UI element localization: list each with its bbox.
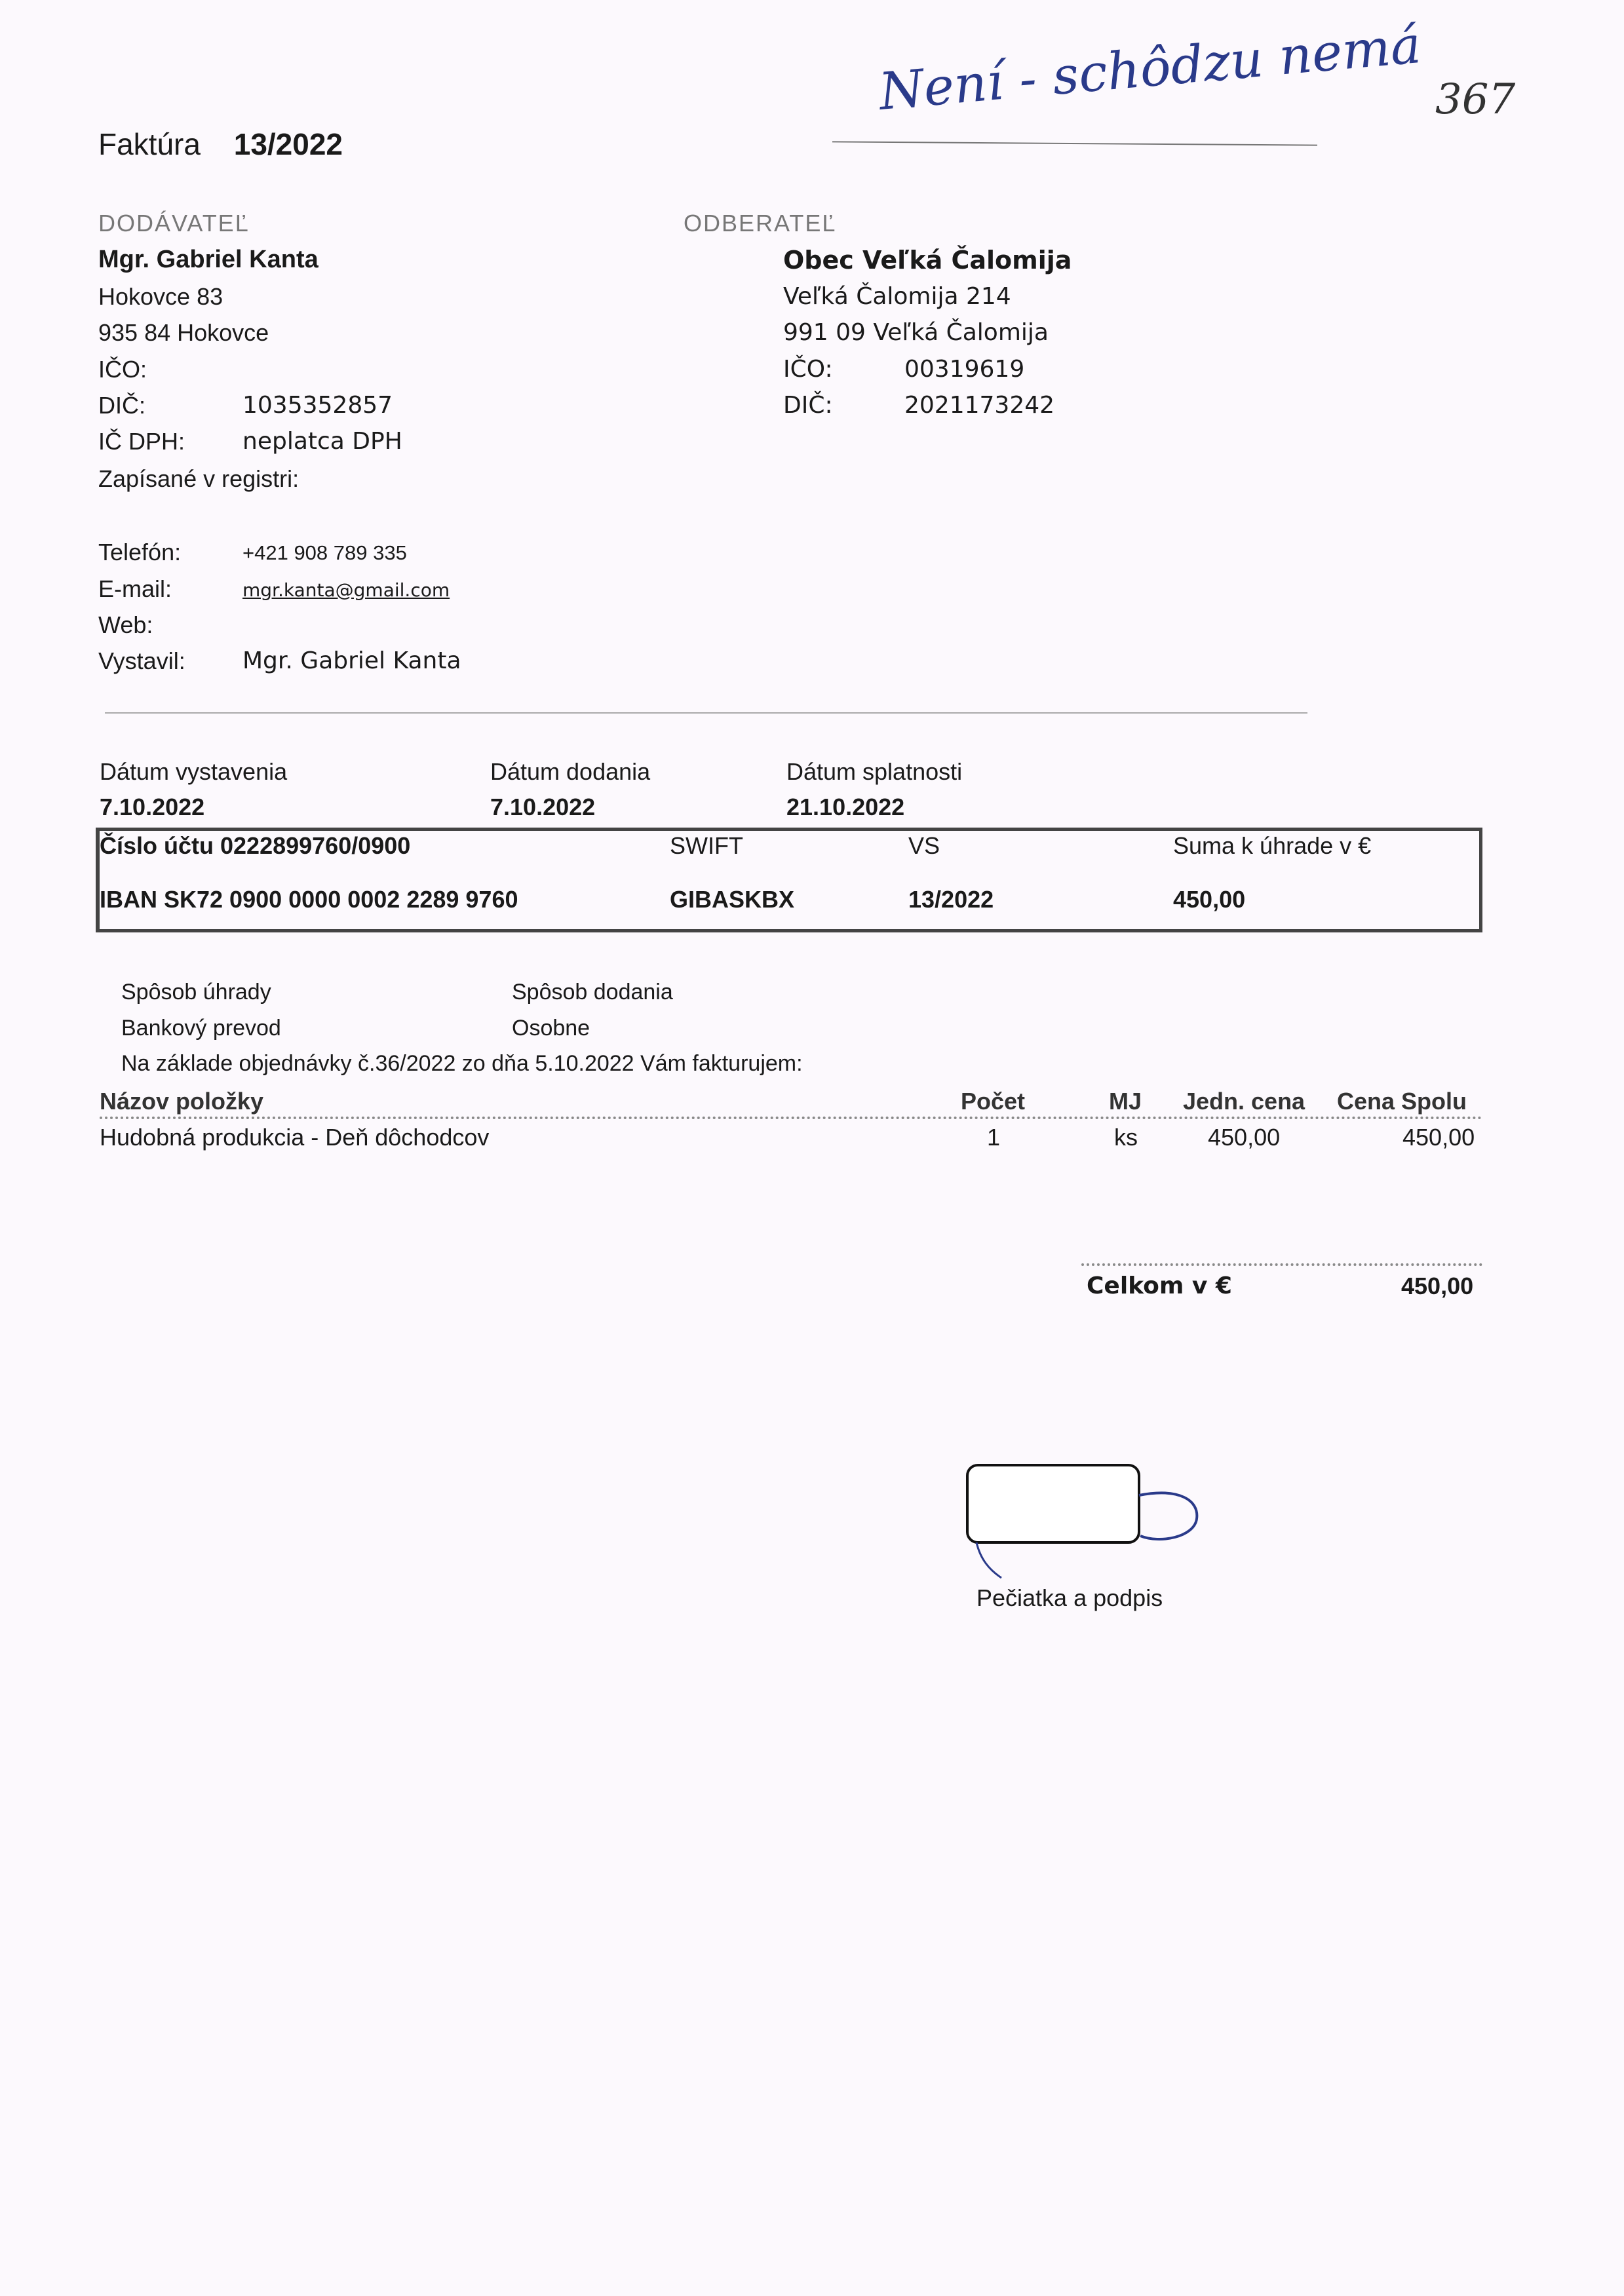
customer-ico-value: 00319619	[904, 356, 1025, 383]
row-unit: ks	[1114, 1124, 1138, 1151]
phone-value: +421 908 789 335	[242, 541, 407, 564]
payment-method-value: Bankový prevod	[121, 1016, 281, 1041]
supplier-icdph-label: IČ DPH:	[98, 428, 185, 455]
table-header-rule	[100, 1117, 1482, 1119]
row-total: 450,00	[1402, 1124, 1475, 1151]
totals-label: Celkom v €	[1087, 1272, 1232, 1299]
handwritten-number: 367	[1435, 75, 1516, 124]
handwritten-underline	[832, 141, 1317, 145]
totals-rule	[1081, 1263, 1482, 1266]
divider	[105, 712, 1307, 714]
redacted-stamp-shape	[963, 1461, 1212, 1592]
customer-name: Obec Veľká Čalomija	[783, 246, 1072, 275]
stamp-label: Pečiatka a podpis	[976, 1584, 1163, 1611]
col-header-unit-price: Jedn. cena	[1183, 1088, 1305, 1115]
totals-value: 450,00	[1401, 1272, 1474, 1299]
sum-value: 450,00	[1173, 886, 1246, 913]
web-label: Web:	[98, 611, 153, 638]
supplier-street: Hokovce 83	[98, 283, 223, 310]
swift-label: SWIFT	[670, 832, 743, 859]
row-unit-price: 450,00	[1208, 1124, 1281, 1151]
payment-method-label: Spôsob úhrady	[121, 980, 271, 1004]
customer-ico-label: IČO:	[783, 356, 833, 383]
delivery-date-label: Dátum dodania	[490, 758, 651, 785]
phone-label: Telefón:	[98, 539, 182, 565]
supplier-heading: DODÁVATEĽ	[98, 210, 250, 237]
customer-street: Veľká Čalomija 214	[783, 283, 1011, 310]
col-header-name: Názov položky	[100, 1088, 264, 1115]
email-label: E-mail:	[98, 575, 172, 602]
customer-heading: ODBERATEĽ	[684, 210, 837, 237]
issued-value: Mgr. Gabriel Kanta	[242, 647, 461, 674]
supplier-icdph-value: neplatca DPH	[242, 428, 402, 455]
issued-label: Vystavil:	[98, 647, 185, 674]
handwritten-note: Není - schôdzu nemá	[876, 16, 1423, 122]
supplier-ico-label: IČO:	[98, 356, 147, 383]
row-name: Hudobná produkcia - Deň dôchodcov	[100, 1124, 490, 1151]
order-intro: Na základe objednávky č.36/2022 zo dňa 5.10.2022 Vám fakturujem:	[121, 1051, 803, 1076]
customer-dic-label: DIČ:	[783, 392, 833, 419]
supplier-name: Mgr. Gabriel Kanta	[98, 246, 319, 273]
iban: IBAN SK72 0900 0000 0002 2289 9760	[100, 886, 518, 913]
invoice-label: Faktúra	[98, 127, 201, 161]
customer-city: 991 09 Veľká Čalomija	[783, 319, 1049, 346]
col-header-unit: MJ	[1109, 1088, 1142, 1115]
email-link[interactable]: mgr.kanta@gmail.com	[242, 579, 450, 601]
supplier-dic-value: 1035352857	[242, 392, 393, 419]
col-header-total: Cena Spolu	[1337, 1088, 1467, 1115]
row-qty: 1	[987, 1124, 1001, 1151]
vs-value: 13/2022	[908, 886, 994, 913]
account-number: Číslo účtu 0222899760/0900	[100, 832, 411, 859]
swift-value: GIBASKBX	[670, 886, 795, 913]
invoice-title	[98, 126, 343, 162]
invoice-number: 13/2022	[233, 127, 343, 161]
delivery-method-label: Spôsob dodania	[512, 980, 673, 1004]
due-date-value: 21.10.2022	[786, 794, 905, 820]
issue-date-label: Dátum vystavenia	[100, 758, 288, 785]
issue-date-value: 7.10.2022	[100, 794, 205, 820]
customer-dic-value: 2021173242	[904, 392, 1055, 419]
supplier-registry-label: Zapísané v registri:	[98, 465, 300, 492]
supplier-dic-label: DIČ:	[98, 392, 145, 419]
sum-label: Suma k úhrade v €	[1173, 832, 1372, 859]
supplier-city: 935 84 Hokovce	[98, 319, 269, 346]
delivery-method-value: Osobne	[512, 1016, 590, 1041]
col-header-qty: Počet	[961, 1088, 1026, 1115]
vs-label: VS	[908, 832, 940, 859]
due-date-label: Dátum splatnosti	[786, 758, 963, 785]
delivery-date-value: 7.10.2022	[490, 794, 596, 820]
